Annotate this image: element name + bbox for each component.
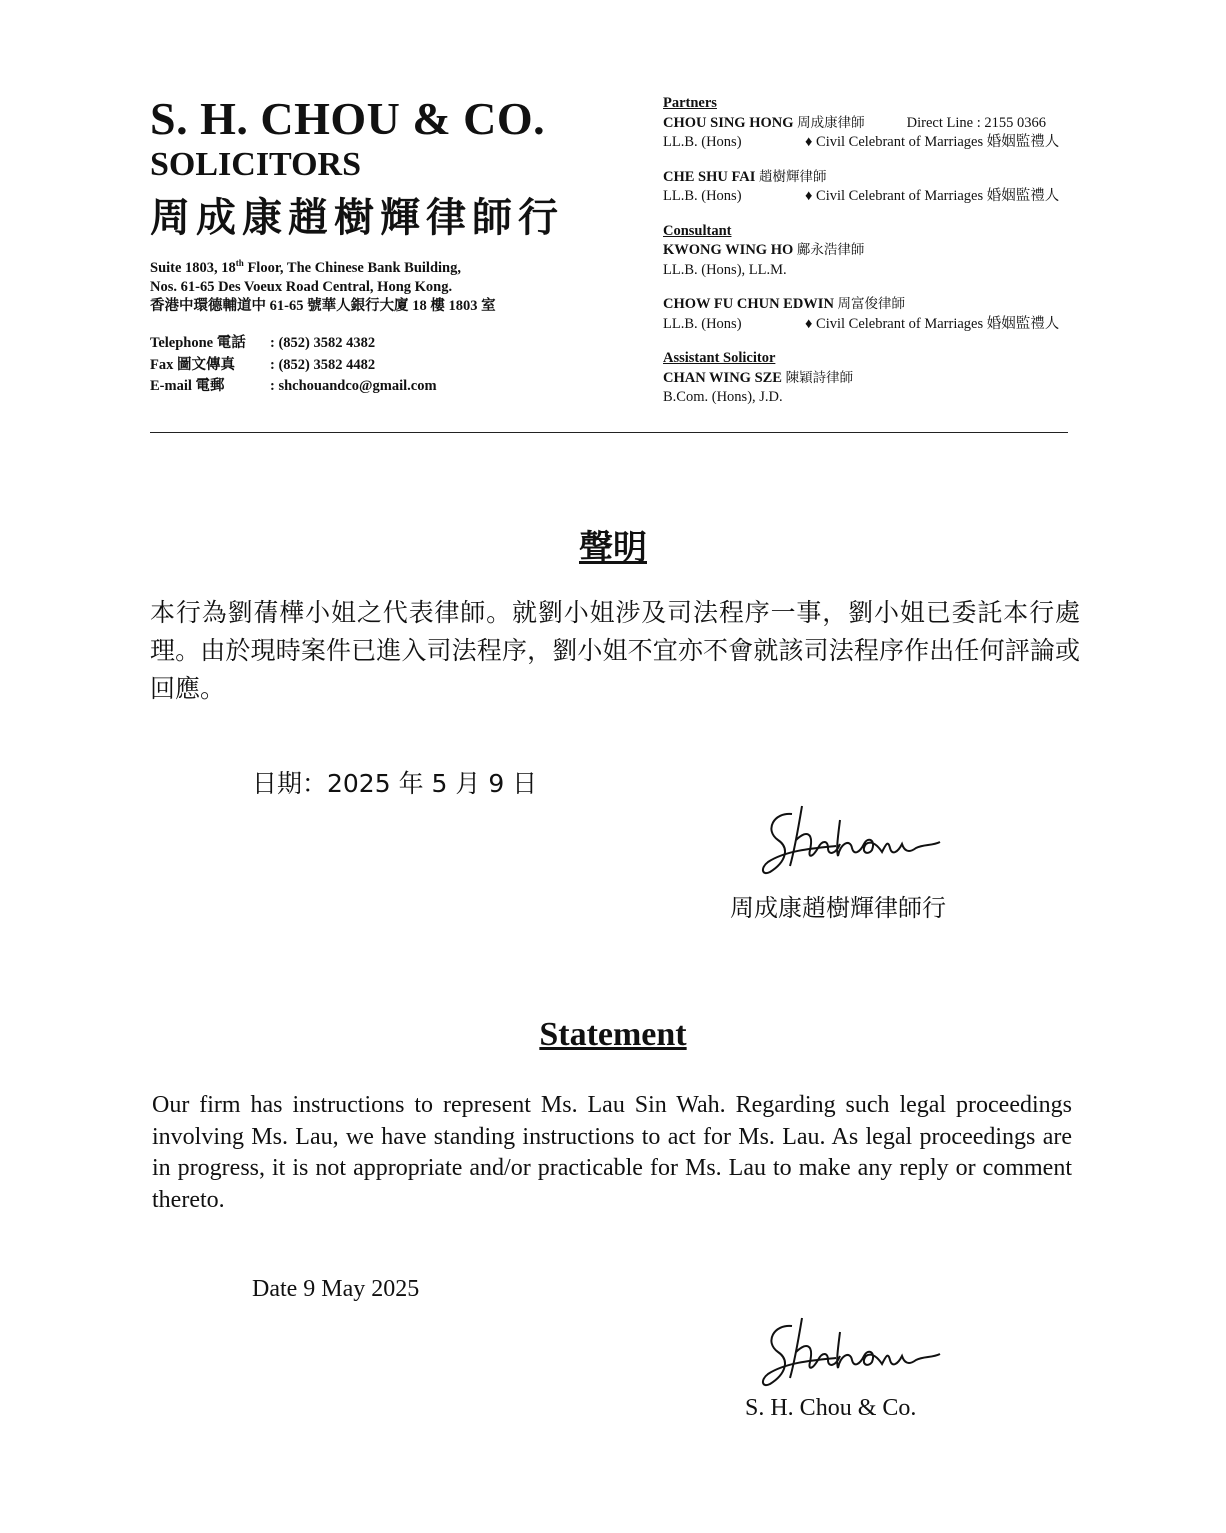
consultant-1-qual: LL.B. (Hons), LL.M. — [663, 261, 787, 278]
statement-body-en: Our firm has instructions to represent Ms. Lau Sin Wah. Regarding such legal proceedings involving Ms. Lau, we have standing instructions to act for Ms. Lau. As legal proceedings are in progress, it is not appropriate and/or practicable for Ms. Lau to make any reply or comment thereto. — [152, 1092, 1072, 1213]
contact-fax: Fax 圖文傳真 : (852) 3582 4482 — [150, 356, 376, 373]
assistant-heading: Assistant Solicitor — [663, 350, 776, 366]
partners-heading: Partners — [663, 95, 717, 111]
signature-1 — [756, 800, 956, 880]
contact-block — [150, 333, 437, 398]
address-line-2: Nos. 61-65 Des Voeux Road Central, Hong Kong. — [150, 278, 453, 295]
consultant-2: CHOW FU CHUN EDWIN 周富俊律師 — [663, 296, 906, 312]
partner-1: CHOU SING HONG 周成康律師 Direct Line : 2155 0366 — [663, 114, 1046, 131]
consultant-heading: Consultant — [663, 222, 732, 239]
consultant-1: KWONG WING HO 鄺永浩律師 — [663, 242, 865, 258]
contact-telephone: Telephone 電話 : (852) 3582 4382 — [150, 335, 376, 351]
firm-type: SOLICITORS — [150, 146, 362, 183]
firm-address — [150, 254, 496, 316]
statement-body-zh: 本行為劉蒨樺小姐之代表律師。就劉小姐涉及司法程序一事，劉小姐已委託本行處理。由於現時案件已進入司法程序，劉小姐不宜亦不會就該司法程序作出任何評論或回應。 — [150, 598, 1080, 703]
contact-email: E-mail 電郵 : shchouandco@gmail.com — [150, 378, 437, 394]
firm-name: S. H. CHOU & CO. — [150, 93, 546, 144]
statement-heading-zh: 聲明 — [579, 528, 647, 568]
consultant-2-qual: LL.B. (Hons) ♦ Civil Celebrant of Marriages 婚姻監禮人 — [663, 315, 1060, 332]
staff-list — [663, 94, 1059, 408]
statement-heading-en: Statement — [539, 1016, 687, 1053]
signatory-en: S. H. Chou & Co. — [745, 1395, 917, 1421]
partner-1-qual: LL.B. (Hons) ♦ Civil Celebrant of Marriages 婚姻監禮人 — [663, 134, 1060, 150]
statement-date-en: Date 9 May 2025 — [252, 1276, 420, 1302]
assistant-1: CHAN WING SZE 陳穎詩律師 — [663, 369, 854, 386]
address-line-3: 香港中環德輔道中 61-65 號華人銀行大廈 18 樓 1803 室 — [150, 297, 496, 314]
header-divider — [150, 432, 1068, 433]
signature-2 — [756, 1312, 956, 1392]
address-line-1: Suite 1803, 18th Floor, The Chinese Bank Building, — [150, 258, 461, 276]
statement-date-zh: 日期：2025 年 5 月 9 日 — [252, 769, 538, 798]
partner-2: CHE SHU FAI 趙樹輝律師 — [663, 168, 827, 185]
partner-2-qual: LL.B. (Hons) ♦ Civil Celebrant of Marriages 婚姻監禮人 — [663, 188, 1060, 204]
signatory-zh: 周成康趙樹輝律師行 — [730, 894, 946, 922]
firm-name-zh: 周成康趙樹輝律師行 — [150, 195, 564, 241]
assistant-1-qual: B.Com. (Hons), J.D. — [663, 389, 783, 405]
